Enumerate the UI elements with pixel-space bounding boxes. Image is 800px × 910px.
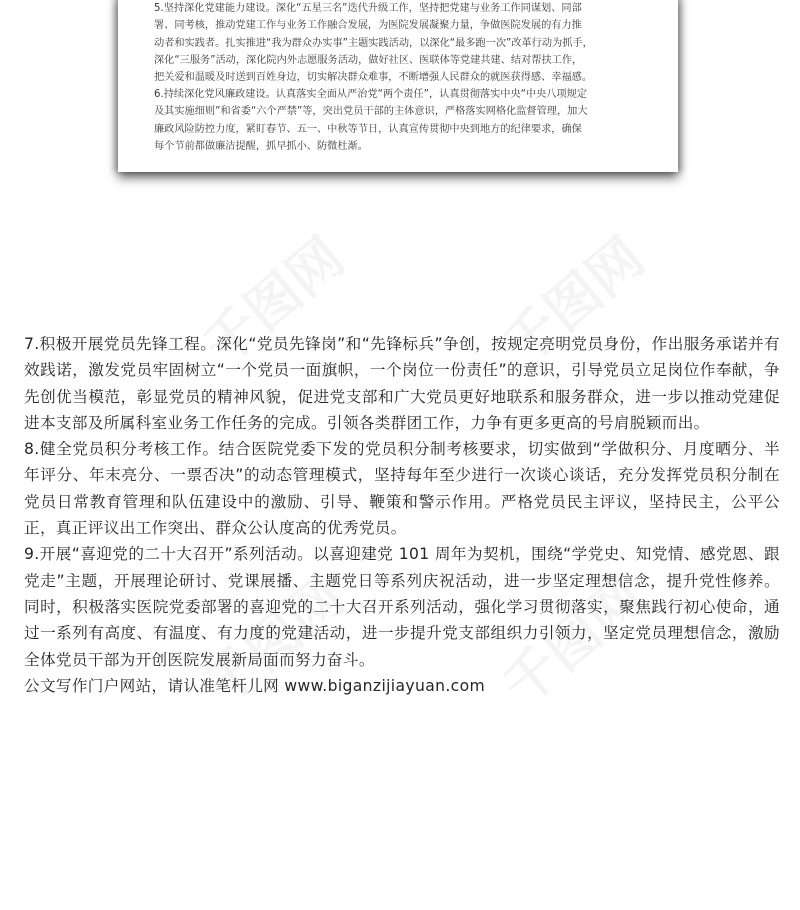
preview-line: 及其实施细则”和省委“六个严禁”等，突出党员干部的主体意识，严格落实网格化监督管理，加大: [154, 106, 588, 118]
preview-line: 深化“三服务”活动，深化院内外志愿服务活动，做好社区、医联体等党建共建、结对帮扶工作，: [154, 54, 583, 66]
paragraph-item-7: 7.积极开展党员先锋工程。深化“党员先锋岗”和“先锋标兵”争创，按规定亮明党员身份，作出服务承诺并有效践诺，激发党员牢固树立“一个党员一面旗帜，一个岗位一份责任”的意识，引导党员立足岗位作奉献，争先创优当模范，彰显党员的精神风貌，促进党支部和广大党员更好地联系和服务群众，进一步以推动党建促进本支部及所属科室业务工作任务的完成。引领各类群团工作，力争有更多更高的号肩脱颖而出。: [24, 335, 780, 432]
preview-line: 把关爱和温暖及时送到百姓身边，切实解决群众难事，不断增强人民群众的就医获得感、幸福感。: [154, 71, 593, 83]
paragraph-item-8: 8.健全党员积分考核工作。结合医院党委下发的党员积分制考核要求，切实做到“学做积分、月度晒分、半年评分、年末亮分、一票否决”的动态管理模式，坚持每年至少进行一次谈心谈话，充分发挥党员积分制在党员日常教育管理和队伍建设中的激励、引导、鞭策和警示作用。严格党员民主评议，坚持民主，公平公正，真正评议出工作突出、群众公认度高的优秀党员。: [24, 440, 780, 538]
preview-line: 署、同考核，推动党建工作与业务工作融合发展，为医院发展凝聚力量，争做医院发展的有力推: [154, 20, 582, 32]
preview-line: 5.坚持深化党建能力建设。深化“五星三名”迭代升级工作，坚持把党建与业务工作同谋划、同部: [154, 3, 582, 15]
preview-line: 廉政风险防控力度，紧盯春节、五一、中秋等节日，认真宣传贯彻中央到地方的纪律要求，确保: [154, 123, 582, 135]
preview-line: 动者和实践者。扎实推进“我为群众办实事”主题实践活动，以深化“最多跑一次”改革行动为抓手，: [154, 37, 593, 49]
site-footer-note: 公文写作门户网站，请认准笔杆儿网 www.biganzijiayuan.com: [24, 676, 486, 695]
paragraph-item-9: 9.开展“喜迎党的二十大召开”系列活动。以喜迎建党 101 周年为契机，围绕“学党史、知党情、感党恩、跟党走”主题，开展理论研讨、党课展播、主题党日等系列庆祝活动，进一步坚定理想信念，提升党性修养。同时，积极落实医院党委部署的喜迎党的二十大召开系列活动，强化学习贯彻落实，聚焦践行初心使命，通过一系列有高度、有温度、有力度的党建活动，进一步提升党支部组织力引领力，坚定党员理想信念，激励全体党员干部为开创医院发展新局面而努力奋斗。: [24, 545, 780, 669]
document-preview-page: [118, 0, 678, 172]
preview-line: 6.持续深化党风廉政建设。认真落实全面从严治党“两个责任”，认真贯彻落实中央“中央八项规定: [154, 89, 588, 101]
preview-text: [154, 0, 649, 155]
preview-line: 每个节前都做廉洁提醒，抓早抓小、防微杜渐。: [154, 140, 368, 152]
document-body: [24, 331, 780, 699]
document-preview-area: [0, 0, 800, 182]
